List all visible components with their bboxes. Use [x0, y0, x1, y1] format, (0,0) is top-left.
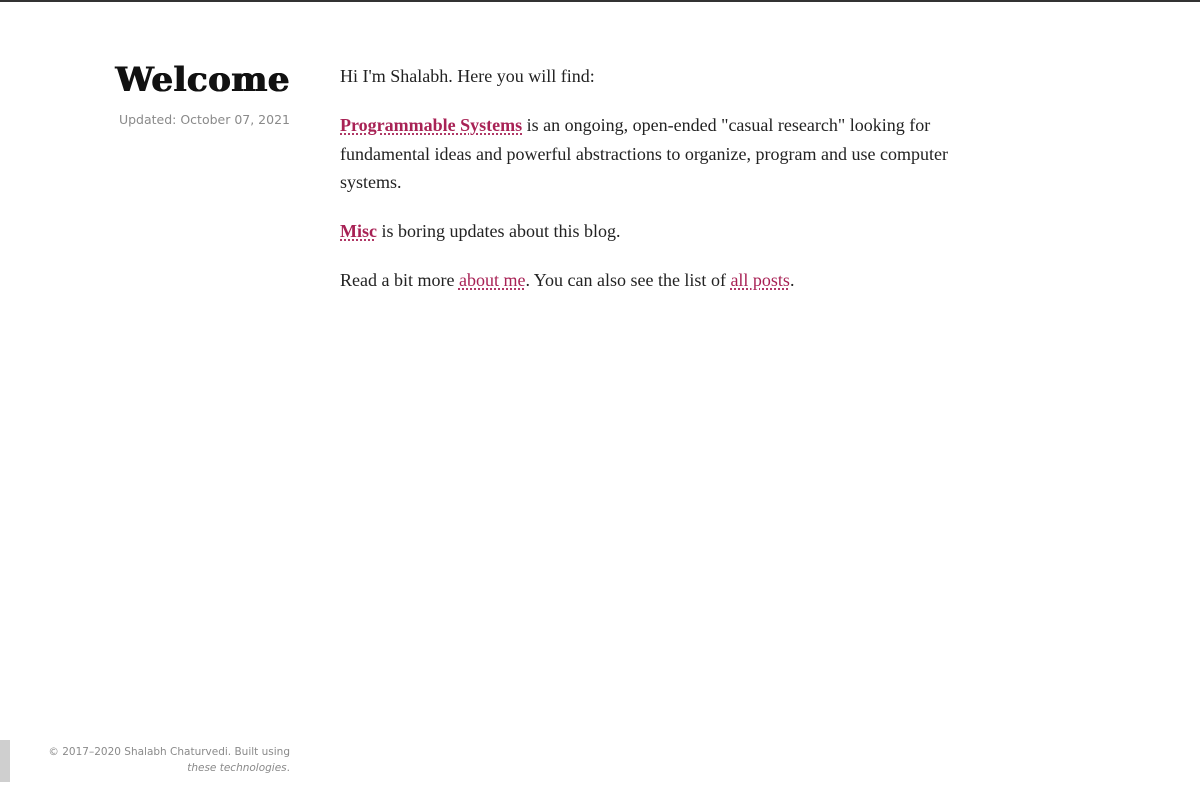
updated-date: Updated: October 07, 2021: [118, 112, 290, 127]
intro-text: Hi I'm Shalabh. Here you will find:: [340, 66, 595, 86]
about-suffix-text: .: [789, 270, 795, 290]
page-title: Welcome: [115, 60, 290, 100]
programmable-systems-paragraph: [340, 111, 1000, 197]
copyright-text: © 2017–2020 Shalabh Chaturvedi. Built using: [48, 746, 290, 758]
about-me-link[interactable]: about me: [458, 270, 526, 290]
all-posts-link[interactable]: all posts: [730, 270, 790, 290]
misc-description: is boring updates about this blog.: [376, 221, 621, 241]
page-sidebar: [100, 60, 290, 127]
footer-suffix: .: [286, 762, 290, 774]
about-middle-text: . You can also see the list of: [525, 270, 731, 290]
about-paragraph: [340, 266, 1000, 295]
page-footer: [30, 744, 290, 776]
side-tab-handle[interactable]: [0, 740, 10, 782]
main-content: [340, 62, 1000, 315]
misc-link[interactable]: Misc: [340, 221, 377, 241]
top-rule: [0, 0, 1200, 2]
programmable-systems-link[interactable]: Programmable Systems: [340, 115, 523, 135]
technologies-link[interactable]: these technologies: [187, 762, 287, 774]
programmable-systems-description: is an ongoing, open-ended "casual research" looking for fundamental ideas and powerful abstractions to organize, program and use computer systems.: [340, 115, 948, 192]
misc-paragraph: [340, 217, 1000, 246]
about-prefix-text: Read a bit more: [340, 270, 459, 290]
intro-paragraph: [340, 62, 1000, 91]
